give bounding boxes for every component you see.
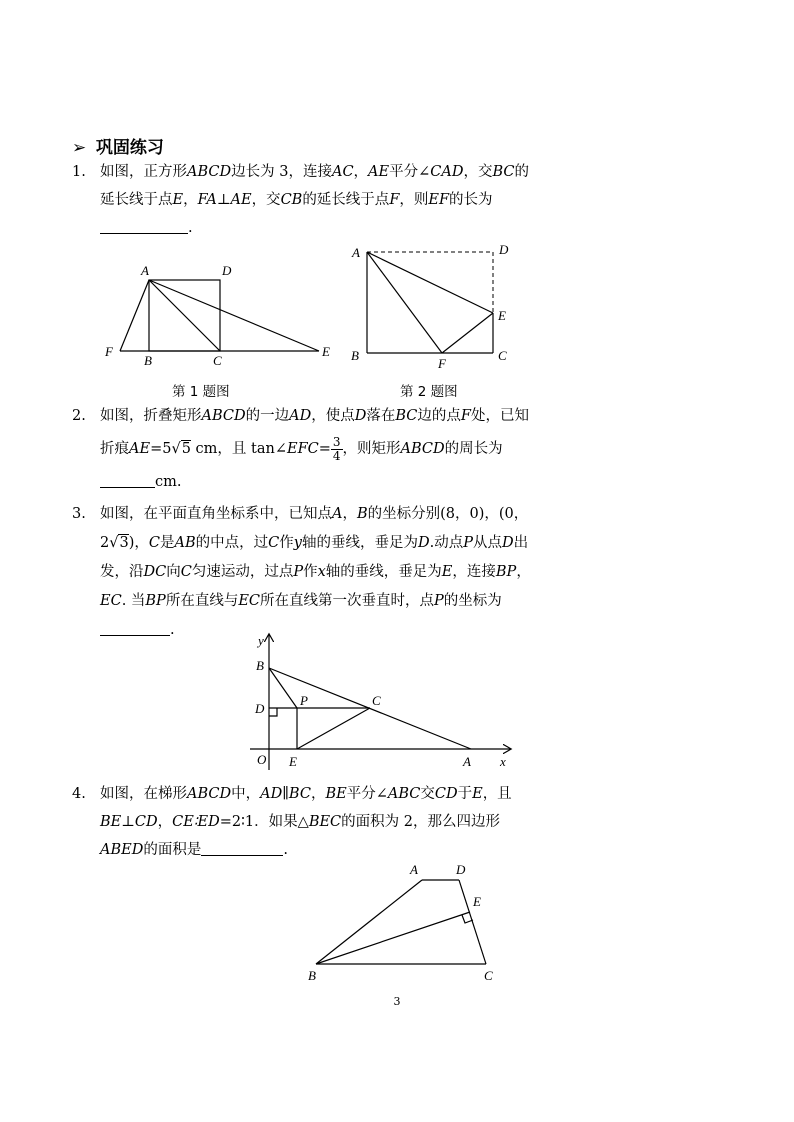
answer-blank[interactable] <box>100 619 170 636</box>
label-B: B <box>256 658 264 673</box>
figure-2-caption: 第 2 题图 <box>400 384 458 400</box>
figure-2 <box>345 240 525 370</box>
figure-3 <box>245 630 520 775</box>
line-FE <box>442 313 493 353</box>
line-AF <box>367 252 442 353</box>
question-1 <box>72 158 532 242</box>
label-E: E <box>322 344 330 359</box>
label-P: P <box>300 693 308 708</box>
page-number: 3 <box>393 995 401 1008</box>
label-B: B <box>144 353 152 368</box>
label-D: D <box>499 242 509 257</box>
line-DC <box>459 880 486 964</box>
question-number: 2. <box>72 408 86 424</box>
fraction: $\frac{3}{4}$ <box>332 434 341 463</box>
label-C: C <box>213 353 222 368</box>
question-4 <box>72 780 532 864</box>
question-number: 3. <box>72 506 86 522</box>
figure-1 <box>100 258 340 368</box>
question-text: 如图，在梯形ABCD中，AD∥BC，BE平分∠ABC交CD于E，且BE⊥CD，CE∶ED=2∶1．如果△BEC的面积为 2，那么四边形ABED的面积是 . <box>100 786 512 858</box>
answer-blank[interactable] <box>201 839 283 856</box>
label-F: F <box>438 356 446 370</box>
figure-1-caption: 第 1 题图 <box>172 384 230 400</box>
figure-4 <box>300 858 510 986</box>
label-A: A <box>410 862 418 877</box>
question-text: 如图，折叠矩形ABCD的一边AD，使点D落在BC边的点F处，已知折痕AE=5√5 cm，且 tan∠EFC= $\frac{3}{4}$ ，则矩形ABCD的周长为cm. <box>100 408 529 490</box>
section-title: 巩固练习 <box>95 138 164 158</box>
label-D: D <box>456 862 466 877</box>
question-text: 如图，在平面直角坐标系中，已知点A，B的坐标分别(8，0)，(0，2√3)，C是AB的中点，过C作y轴的垂线，垂足为D.动点P从点D出发，沿DC向C匀速运动，过点P作x轴的垂线，垂足为E，连接BP，EC. 当BP所在直线与EC所在直线第一次垂直时，点P的坐标为. <box>100 506 531 638</box>
label-C: C <box>484 968 493 983</box>
answer-blank[interactable] <box>100 471 155 488</box>
label-D: D <box>222 263 232 278</box>
question-3 <box>72 500 532 645</box>
answer-blank[interactable] <box>100 217 188 234</box>
label-E: E <box>498 308 506 323</box>
label-A: A <box>463 754 471 769</box>
question-text: 如图，正方形ABCD边长为 3，连接AC，AE平分∠CAD，交BC的延长线于点E，FA⊥AE，交CB的延长线于点F，则EF的长为. <box>100 164 529 236</box>
line-AC <box>149 280 220 351</box>
label-B: B <box>351 348 359 363</box>
arrow-icon: ➢ <box>72 138 87 158</box>
question-2 <box>72 400 532 499</box>
line-AE <box>149 280 319 351</box>
section-heading <box>72 133 164 158</box>
line-BE <box>316 912 470 964</box>
line-AB <box>316 880 422 964</box>
label-O: O <box>257 752 267 767</box>
right-angle-D <box>269 708 277 716</box>
label-B: B <box>308 968 316 983</box>
label-E: E <box>289 754 297 769</box>
line-EC <box>297 708 370 749</box>
label-A: A <box>352 245 360 260</box>
label-F: F <box>105 344 113 359</box>
label-C: C <box>372 693 381 708</box>
label-y: y <box>258 633 264 648</box>
label-C: C <box>498 348 507 363</box>
label-E: E <box>473 894 481 909</box>
line-AF <box>120 280 149 351</box>
question-number: 1. <box>72 164 86 180</box>
label-D: D <box>255 701 265 716</box>
label-A: A <box>141 263 149 278</box>
question-number: 4. <box>72 786 86 802</box>
line-AE <box>367 252 493 313</box>
label-x: x <box>500 754 506 769</box>
